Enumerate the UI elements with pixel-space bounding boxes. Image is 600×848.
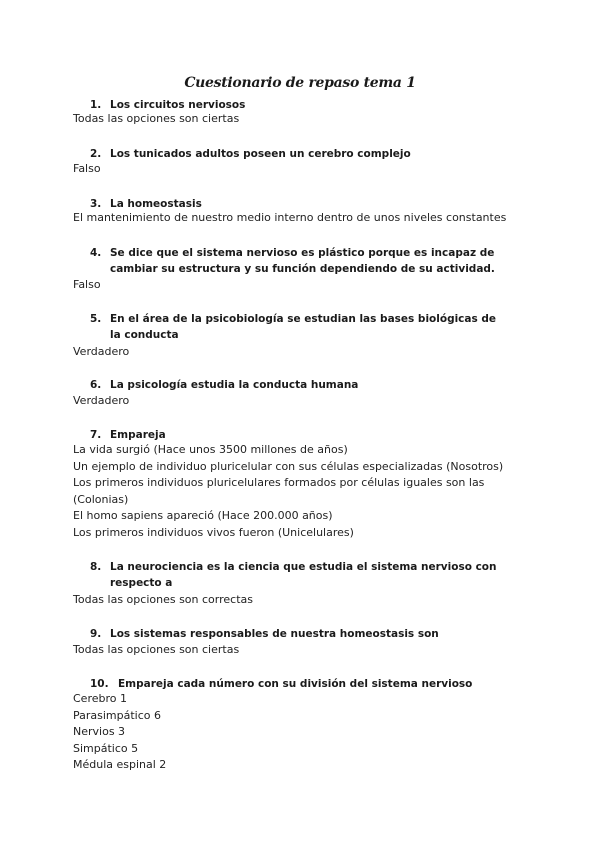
question-text: En el área de la psicobiología se estudian las bases biológicas de la conducta xyxy=(110,313,497,341)
question-number: 5. xyxy=(90,313,102,325)
answer-line: Los primeros individuos pluricelulares formados por células iguales son las (Colonias) xyxy=(73,476,485,506)
answer-line: Todas las opciones son ciertas xyxy=(73,112,240,125)
question-8 xyxy=(90,559,510,591)
answer-line: Médula espinal 2 xyxy=(73,758,167,771)
answer-4 xyxy=(73,277,533,294)
question-number: 4. xyxy=(90,247,102,259)
answer-line: La vida surgió (Hace unos 3500 millones de años) xyxy=(73,443,348,456)
answer-line: Falso xyxy=(73,162,101,175)
answer-1 xyxy=(73,111,533,128)
answer-line: Verdadero xyxy=(73,345,130,358)
answer-5 xyxy=(73,344,533,361)
question-number: 9. xyxy=(90,628,102,640)
question-6 xyxy=(90,377,510,393)
question-text: La psicología estudia la conducta humana xyxy=(110,379,359,391)
question-number: 6. xyxy=(90,379,102,391)
question-text: Los tunicados adultos poseen un cerebro complejo xyxy=(110,148,411,160)
question-2 xyxy=(90,146,510,162)
answer-line: Simpático 5 xyxy=(73,741,139,755)
question-number: 3. xyxy=(90,198,102,210)
question-9 xyxy=(90,626,510,642)
answer-line: Nervios 3 xyxy=(73,725,126,738)
answer-line: Parasimpático 6 xyxy=(73,708,162,722)
question-5 xyxy=(90,311,510,343)
question-text: Los sistemas responsables de nuestra homeostasis son xyxy=(110,628,439,640)
answer-8 xyxy=(73,592,533,609)
answer-2 xyxy=(73,161,533,178)
question-text: Se dice que el sistema nervioso es plástico porque es incapaz de cambiar su estructura y su función dependiendo de su actividad. xyxy=(110,247,495,275)
question-number: 1. xyxy=(90,99,102,111)
answer-6 xyxy=(73,393,533,410)
answer-line: Los primeros individuos vivos fueron (Unicelulares) xyxy=(73,525,354,539)
answer-line: Cerebro 1 xyxy=(73,692,127,705)
answer-9 xyxy=(73,642,533,659)
question-4 xyxy=(90,245,510,277)
answer-line: Verdadero xyxy=(73,394,130,407)
question-number: 2. xyxy=(90,148,102,160)
answer-10 xyxy=(73,691,533,774)
document-title: Cuestionario de repaso tema 1 xyxy=(184,75,416,91)
question-text: La homeostasis xyxy=(110,198,202,210)
answer-line: Un ejemplo de individuo pluricelular con sus células especializadas (Nosotros) xyxy=(73,459,504,473)
answer-3 xyxy=(73,210,533,227)
question-10 xyxy=(90,676,510,692)
question-text: La neurociencia es la ciencia que estudia el sistema nervioso con respecto a xyxy=(110,561,497,589)
answer-7 xyxy=(73,442,533,541)
question-7 xyxy=(90,427,510,443)
answer-line: Falso xyxy=(73,278,101,291)
question-text: Los circuitos nerviosos xyxy=(110,99,246,111)
answer-line: Todas las opciones son correctas xyxy=(73,593,253,606)
question-number: 8. xyxy=(90,561,102,573)
question-text: Empareja cada número con su división del sistema nervioso xyxy=(118,678,473,690)
question-text: Empareja xyxy=(110,429,166,441)
question-number: 10. xyxy=(90,678,109,690)
question-number: 7. xyxy=(90,429,102,441)
answer-line: Todas las opciones son ciertas xyxy=(73,643,240,656)
answer-line: El homo sapiens apareció (Hace 200.000 años) xyxy=(73,509,333,522)
answer-line: El mantenimiento de nuestro medio interno dentro de unos niveles constantes xyxy=(73,211,507,224)
